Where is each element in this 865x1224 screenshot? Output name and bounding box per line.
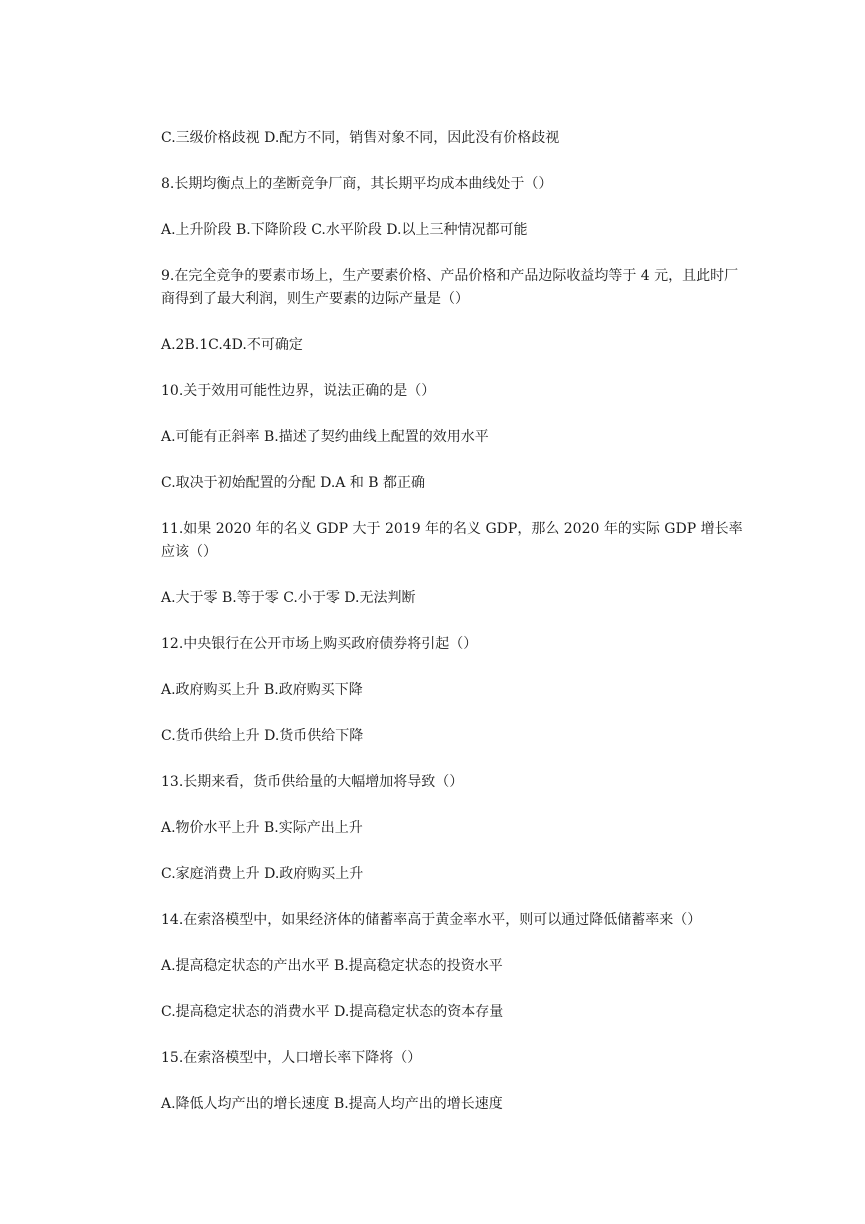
answer-options-q9: A.2B.1C.4D.不可确定 [161, 337, 303, 353]
question-8: 8.长期均衡点上的垄断竞争厂商，其长期平均成本曲线处于（） [161, 176, 553, 192]
answer-options-q7-cd: C.三级价格歧视 D.配方不同，销售对象不同，因此没有价格歧视 [161, 130, 560, 146]
answer-options-q13-cd: C.家庭消费上升 D.政府购买上升 [161, 866, 364, 882]
answer-options-q14-cd: C.提高稳定状态的消费水平 D.提高稳定状态的资本存量 [161, 1004, 504, 1020]
question-11: 11.如果 2020 年的名义 GDP 大于 2019 年的名义 GDP，那么 2020 年的实际 GDP 增长率应该（） [161, 521, 743, 560]
answer-options-q11: A.大于零 B.等于零 C.小于零 D.无法判断 [161, 590, 416, 606]
question-14: 14.在索洛模型中，如果经济体的储蓄率高于黄金率水平，则可以通过降低储蓄率来（） [161, 912, 702, 928]
answer-options-q15-ab: A.降低人均产出的增长速度 B.提高人均产出的增长速度 [161, 1096, 503, 1112]
question-15: 15.在索洛模型中，人口增长率下降将（） [161, 1050, 422, 1066]
answer-options-q10-cd: C.取决于初始配置的分配 D.A 和 B 都正确 [161, 475, 426, 491]
question-10: 10.关于效用可能性边界，说法正确的是（） [161, 383, 436, 399]
answer-options-q10-ab: A.可能有正斜率 B.描述了契约曲线上配置的效用水平 [161, 429, 489, 445]
answer-options-q12-cd: C.货币供给上升 D.货币供给下降 [161, 728, 364, 744]
answer-options-q12-ab: A.政府购买上升 B.政府购买下降 [161, 682, 363, 698]
answer-options-q8: A.上升阶段 B.下降阶段 C.水平阶段 D.以上三种情况都可能 [161, 222, 528, 238]
question-12: 12.中央银行在公开市场上购买政府债券将引起（） [161, 636, 478, 652]
answer-options-q14-ab: A.提高稳定状态的产出水平 B.提高稳定状态的投资水平 [161, 958, 503, 974]
question-9: 9.在完全竞争的要素市场上，生产要素价格、产品价格和产品边际收益均等于 4 元，且此时厂商得到了最大利润，则生产要素的边际产量是（） [161, 268, 739, 307]
answer-options-q13-ab: A.物价水平上升 B.实际产出上升 [161, 820, 363, 836]
question-13: 13.长期来看，货币供给量的大幅增加将导致（） [161, 774, 464, 790]
